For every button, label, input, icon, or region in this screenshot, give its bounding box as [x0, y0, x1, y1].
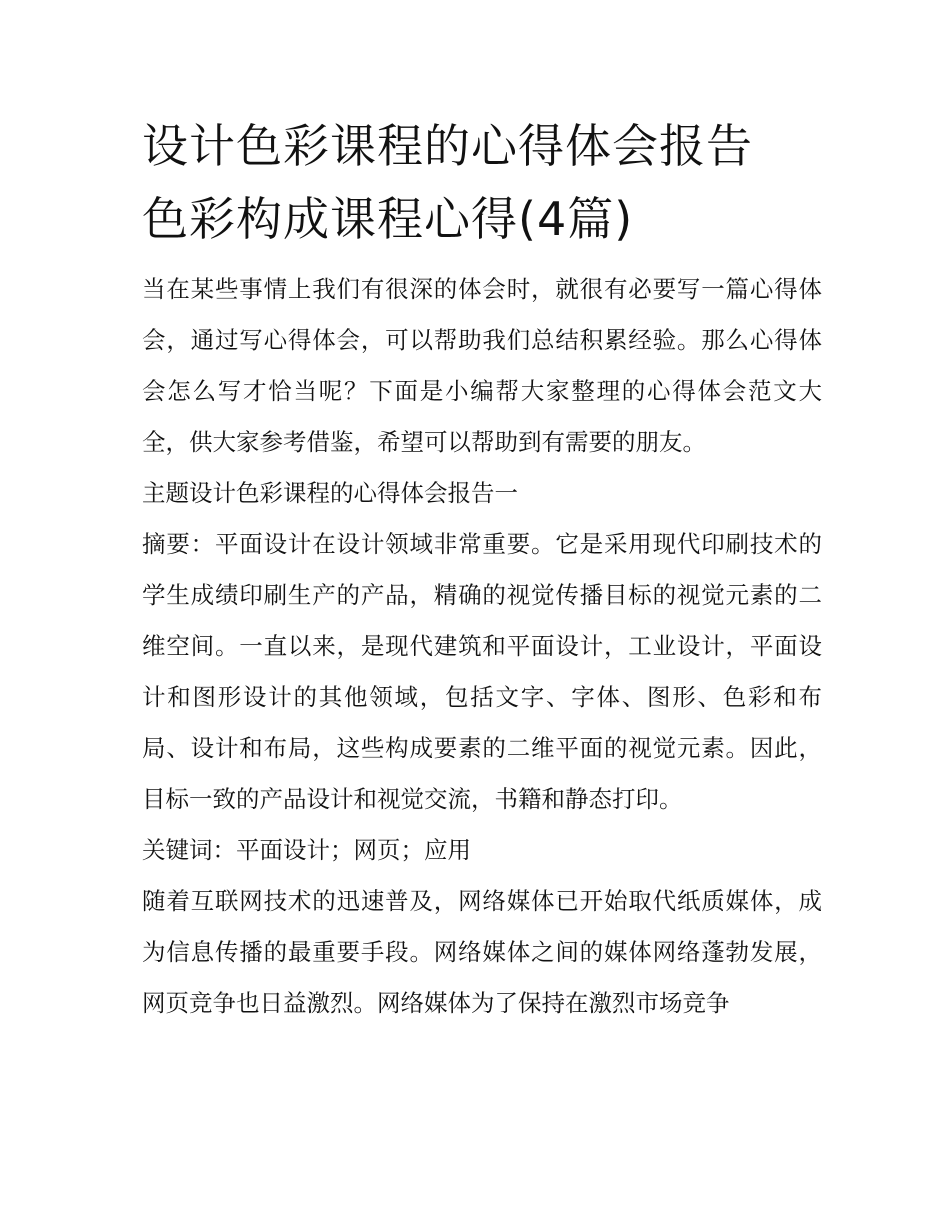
title-line-2: 色彩构成课程心得(4篇)	[142, 192, 634, 246]
intro-paragraph: 当在某些事情上我们有很深的体会时，就很有必要写一篇心得体会，通过写心得体会，可以帮助我们总结积累经验。那么心得体会怎么写才恰当呢？下面是小编帮大家整理的心得体会范文大全，供大家参考借鉴，希望可以帮助到有需要的朋友。	[142, 275, 822, 456]
title-line-1: 设计色彩课程的心得体会报告	[142, 119, 753, 173]
body-paragraph: 随着互联网技术的迅速普及，网络媒体已开始取代纸质媒体，成为信息传播的最重要手段。网络媒体之间的媒体网络蓬勃发展，网页竞争也日益激烈。网络媒体为了保持在激烈市场竞争	[142, 887, 822, 1017]
document-page	[142, 110, 822, 1029]
abstract-paragraph: 摘要：平面设计在设计领域非常重要。它是采用现代印刷技术的学生成绩印刷生产的产品，精确的视觉传播目标的视觉元素的二维空间。一直以来，是现代建筑和平面设计，工业设计，平面设计和图形设计的其他领域，包括文字、字体、图形、色彩和布局、设计和布局，这些构成要素的二维平面的视觉元素。因此，目标一致的产品设计和视觉交流，书籍和静态打印。	[142, 530, 822, 813]
document-title	[142, 110, 822, 256]
section-heading: 主题设计色彩课程的心得体会报告一	[142, 479, 518, 507]
keywords-line: 关键词：平面设计；网页；应用	[142, 836, 471, 864]
